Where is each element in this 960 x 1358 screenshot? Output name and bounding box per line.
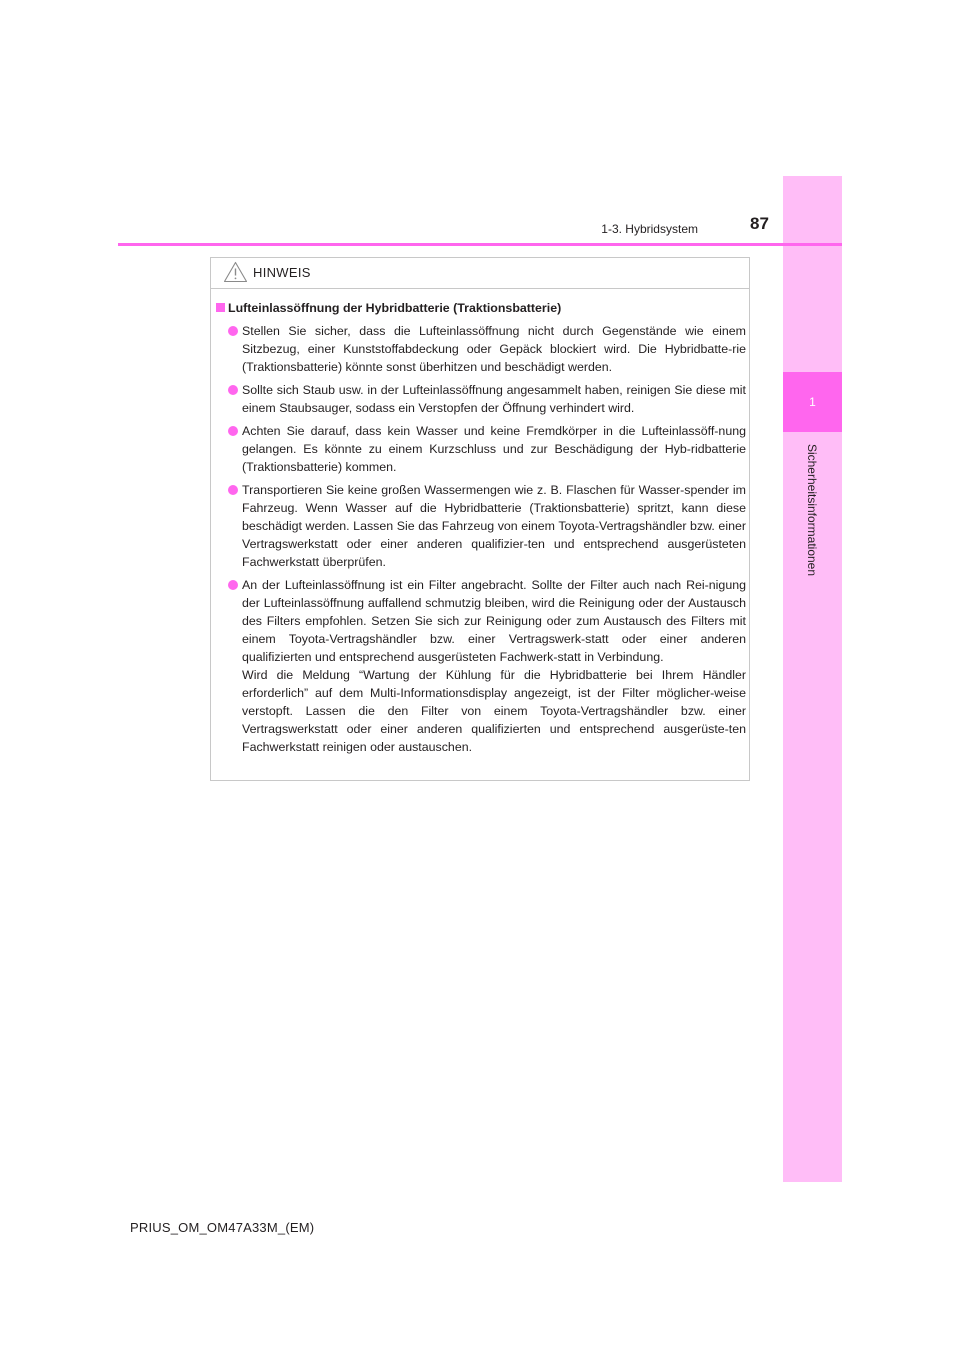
notice-body [216,299,746,756]
page-number: 87 [750,214,769,233]
header-rule [118,243,842,246]
list-item [216,422,746,476]
chapter-number-tab [783,372,842,432]
warning-triangle-icon [223,261,248,283]
list-item [216,381,746,417]
notice-title: HINWEIS [253,265,311,280]
bullet-text: Transportieren Sie keine großen Wassermengen wie z. B. Flaschen für Wasser-spender im Fahrzeug. Wenn Wasser auf die Hybridbatterie (Traktionsbatterie) spritzt, kann diese beschädigt werden. Lassen Sie das Fahrzeug von einem Toyota-Vertragshändler bzw. einer Vertragswerkstatt oder einer anderen qualifizier-ten und entsprechend ausgerüsteten Fachwerkstatt überprüfen. [242,483,746,569]
list-item [216,322,746,376]
notice-subheading [216,299,746,317]
dot-bullet-icon [228,426,238,436]
bullet-text-continued: Wird die Meldung “Wartung der Kühlung für die Hybridbatterie bei Ihrem Händler erforderlich” auf dem Multi-Informationsdisplay angezeigt, ist der Filter möglicher-weise verstopft. Lassen die den Filter von einem Toyota-Vertragshändler bzw. einer Vertragswerkstatt oder einer anderen qualifizierten und entsprechend ausgerüste-ten Fachwerkstatt reinigen oder austauschen. [242,668,746,754]
notice-box [210,257,750,781]
chapter-title-vertical: Sicherheitsinformationen [805,443,819,577]
chapter-number: 1 [809,395,816,409]
dot-bullet-icon [228,385,238,395]
bullet-text: Stellen Sie sicher, dass die Lufteinlassöffnung nicht durch Gegenstände wie einem Sitzbezug, einer Kunststoffabdeckung oder Gepäck blockiert wird. Die Hybridbatte-rie (Traktionsbatterie) könnte sonst überhitzen und beschädigt werden. [242,324,746,374]
dot-bullet-icon [228,326,238,336]
bullet-text: Achten Sie darauf, dass kein Wasser und keine Fremdkörper in die Lufteinlassöff-nung gelangen. Es könnte zu einem Kurzschluss und zur Beschädigung der Hyb-ridbatterie (Traktionsbatterie) kommen. [242,424,746,474]
section-title: 1-3. Hybridsystem [601,222,698,236]
bullet-text: An der Lufteinlassöffnung ist ein Filter angebracht. Sollte der Filter auch nach Rei-nigung der Lufteinlassöffnung auffallend schmutzig bleiben, wird die Reinigung oder der Austausch des Filters empfohlen. Setzen Sie sich zur Reinigung oder zum Austausch des Filters mit einem Toyota-Vertragshändler bzw. einer Vertragswerk-statt oder einer anderen qualifizierten und entsprechend ausgerüsteten Fachwerk-statt in Verbindung. [242,578,746,664]
list-item [216,576,746,756]
list-item [216,481,746,571]
notice-bullet-list [216,322,746,756]
dot-bullet-icon [228,580,238,590]
side-tab-strip [783,176,842,1182]
square-bullet-icon [216,303,225,312]
notice-header [211,258,749,289]
dot-bullet-icon [228,485,238,495]
subheading-text: Lufteinlassöffnung der Hybridbatterie (Traktionsbatterie) [228,301,562,315]
bullet-text: Sollte sich Staub usw. in der Lufteinlassöffnung angesammelt haben, reinigen Sie diese mit einem Staubsauger, sodass ein Verstopfen der Öffnung verhindert wird. [242,383,746,415]
footer-document-code: PRIUS_OM_OM47A33M_(EM) [130,1220,315,1235]
